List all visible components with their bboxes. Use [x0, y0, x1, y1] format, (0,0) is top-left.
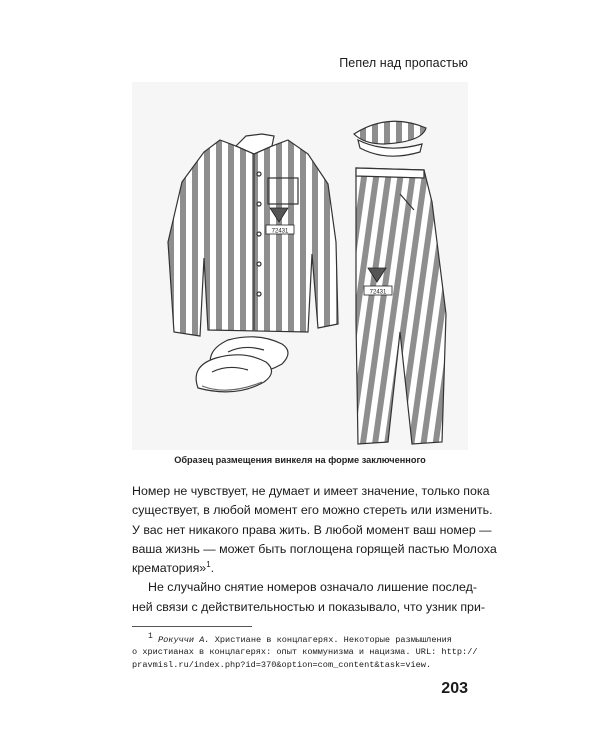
- svg-text:72431: 72431: [271, 228, 289, 235]
- svg-text:72431: 72431: [369, 289, 387, 296]
- figure-caption: Образец размещения винкеля на форме заключенного: [174, 455, 426, 465]
- body-line: ней связи с действительностью и показывало, что узник при-: [132, 599, 485, 614]
- wooden-clogs: [196, 337, 288, 392]
- striped-jacket: [168, 134, 338, 336]
- running-head: Пепел над пропастью: [339, 56, 468, 70]
- page-number: 203: [441, 680, 468, 697]
- striped-cap: [354, 121, 426, 156]
- striped-trousers: [356, 168, 446, 444]
- footnote-reference[interactable]: 1: [206, 560, 211, 570]
- footnote-line: [132, 634, 468, 646]
- body-line: существует, в любой момент его можно стереть или изменить.: [132, 503, 493, 518]
- body-line: Не случайно снятие номеров означало лишение послед-: [148, 580, 477, 595]
- footnote-author: Рокуччи А.: [157, 635, 210, 645]
- footnote: [132, 632, 478, 671]
- body-line: крематория»$^1$.: [132, 560, 215, 576]
- body-line: Номер не чувствует, не думает и имеет значение, только пока: [132, 484, 490, 498]
- prisoner-uniform-illustration: [132, 82, 468, 450]
- body-text: [132, 482, 497, 617]
- footnote-line: о христианах в концлагерях: опыт коммунизма и нацизма. URL: http://: [132, 647, 478, 658]
- footnote-url-line[interactable]: pravmisl.ru/index.php?id=370&option=com_content&task=view.: [132, 659, 432, 670]
- body-line: У вас нет никакого права жить. В любой момент ваш номер —: [132, 522, 492, 537]
- body-line-text: крематория»: [132, 561, 207, 576]
- footnote-number: 1: [148, 632, 153, 642]
- footnote-text: Христиане в концлагерях. Некоторые размышления: [214, 635, 452, 645]
- footnote-divider: [132, 626, 252, 627]
- body-line: ваша жизнь — может быть поглощена горящей пастью Молоха: [132, 541, 497, 556]
